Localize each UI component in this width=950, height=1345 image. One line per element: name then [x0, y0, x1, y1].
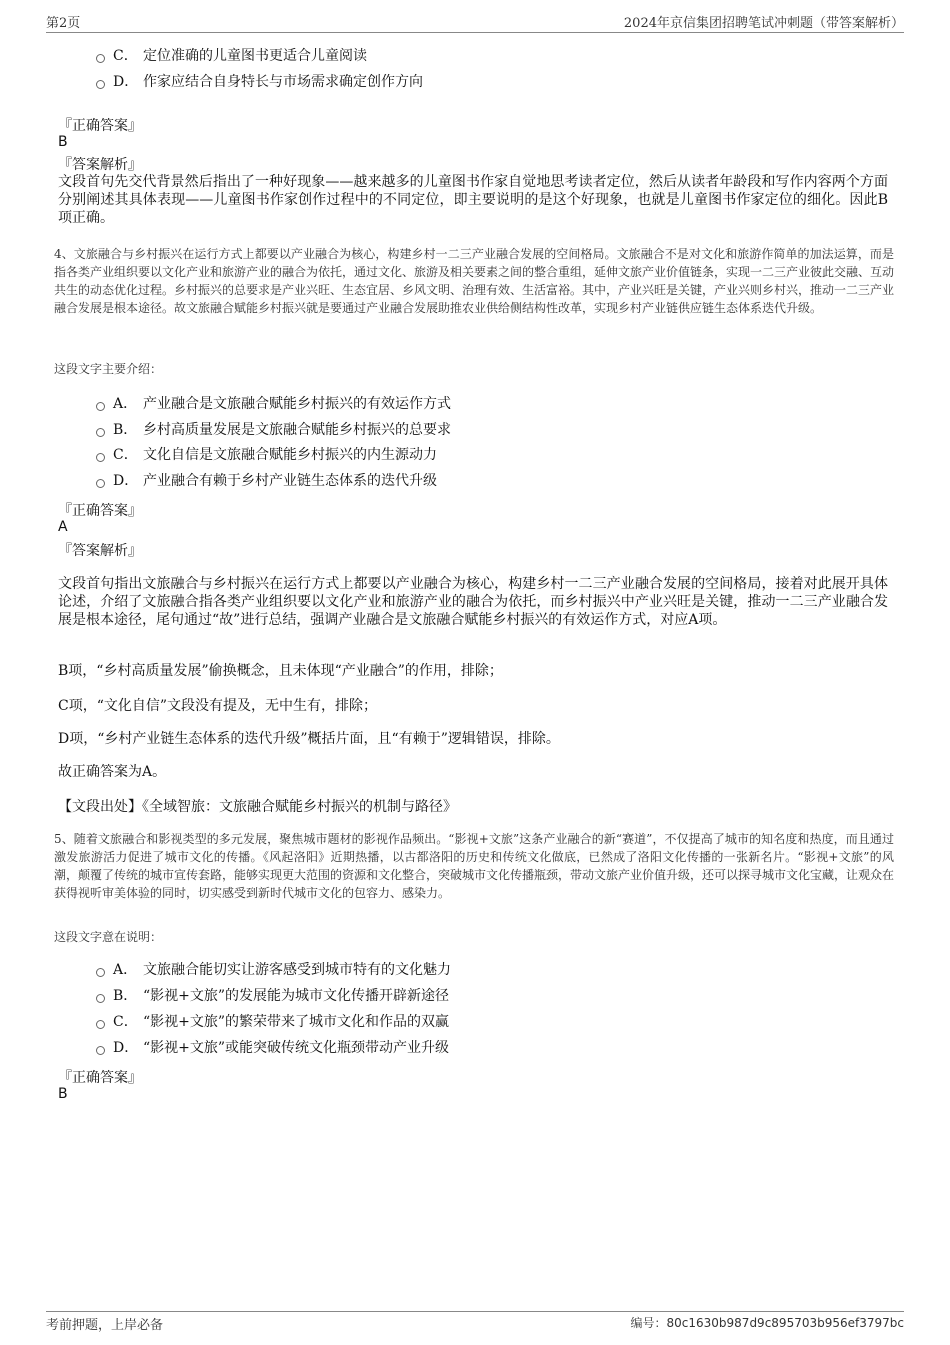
option-letter: D．: [113, 1040, 139, 1056]
q5-option-c[interactable]: [96, 1013, 449, 1031]
option-letter: C．: [113, 48, 138, 64]
q5-stem: 5、随着文旅融合和影视类型的多元发展，聚焦城市题材的影视作品频出。“影视+文旅”这条产业融合的新“赛道”，不仅提高了城市的知名度和热度，而且通过激发旅游活力促进了城市文化的传播。《风起洛阳》近期热播，以古都洛阳的历史和传统文化做底，已然成了洛阳文化传播的一张新名片。“影视+文旅”的风潮，颠覆了传统的城市宣传套路，能够实现更大范围的资源和文化整合，突破城市文化传播瓶颈，带动文旅产业价值升级，还可以探寻城市文化宝藏，让观众在获得视听审美体验的同时，切实感受到新时代城市文化的包容力、感染力。: [54, 832, 895, 900]
q3-answer: B: [58, 134, 68, 150]
q4-option-d[interactable]: [96, 472, 437, 490]
q4-option-c[interactable]: [96, 446, 437, 464]
footer-slogan: 考前押题，上岸必备: [46, 1318, 164, 1333]
q4-analysis-paragraph: 文段首句指出文旅融合与乡村振兴在运行方式上都要以产业融合为核心，构建乡村一二三产业融合发展的空间格局，接着对此展开具体论述，介绍了文旅融合指各类产业组织要以文化产业和旅游产业的融合为依托，而乡村振兴中产业兴旺是关键，推动一二三产业融合发展是根本途径，尾句通过“故”进行总结，强调产业融合是文旅融合赋能乡村振兴的有效运作方式，对应A项。: [58, 576, 888, 628]
radio-icon[interactable]: [96, 994, 105, 1003]
option-text: 作家应结合自身特长与市场需求确定创作方向: [143, 74, 423, 90]
q3-option-c[interactable]: [96, 47, 367, 65]
radio-icon[interactable]: [96, 1020, 105, 1029]
q3-analysis-label: 『答案解析』: [58, 157, 142, 173]
q4-option-b[interactable]: [96, 421, 451, 439]
q3-option-d[interactable]: [96, 73, 423, 91]
option-letter: B．: [113, 422, 138, 438]
q3-answer-label: 『正确答案』: [58, 118, 142, 134]
option-text: 文化自信是文旅融合赋能乡村振兴的内生源动力: [143, 447, 437, 463]
q4-analysis-label: 『答案解析』: [58, 543, 142, 559]
radio-icon[interactable]: [96, 80, 105, 89]
q4-analysis-paragraph: D项，“乡村产业链生态体系的迭代升级”概括片面，且“有赖于”逻辑错误，排除。: [58, 731, 560, 747]
q4-analysis-paragraph: C项，“文化自信”文段没有提及，无中生有，排除；: [58, 698, 378, 714]
option-letter: D．: [113, 74, 139, 90]
option-letter: D．: [113, 473, 139, 489]
option-letter: C．: [113, 447, 138, 463]
q5-option-d[interactable]: [96, 1039, 449, 1057]
q4-analysis-paragraph: B项，“乡村高质量发展”偷换概念，且未体现“产业融合”的作用，排除；: [58, 663, 503, 679]
option-text: 文旅融合能切实让游客感受到城市特有的文化魅力: [143, 962, 451, 978]
document-title: 2024年京信集团招聘笔试冲刺题（带答案解析）: [623, 16, 904, 31]
q4-answer: A: [58, 519, 68, 535]
q4-source: 【文段出处】《全域智旅：文旅融合赋能乡村振兴的机制与路径》: [58, 799, 457, 815]
q5-prompt: 这段文字意在说明：: [54, 930, 163, 944]
header-divider: [46, 32, 904, 33]
option-text: 产业融合有赖于乡村产业链生态体系的迭代升级: [143, 473, 437, 489]
q5-option-b[interactable]: [96, 987, 449, 1005]
option-text: “影视+文旅”的繁荣带来了城市文化和作品的双赢: [143, 1014, 450, 1030]
radio-icon[interactable]: [96, 479, 105, 488]
q5-answer-label: 『正确答案』: [58, 1070, 142, 1086]
option-letter: C．: [113, 1014, 138, 1030]
footer-code: 编号：80c1630b987d9c895703b956ef3797bc: [630, 1316, 904, 1330]
q4-answer-label: 『正确答案』: [58, 503, 142, 519]
q5-answer: B: [58, 1086, 68, 1102]
option-text: 乡村高质量发展是文旅融合赋能乡村振兴的总要求: [143, 422, 451, 438]
option-text: 定位准确的儿童图书更适合儿童阅读: [143, 48, 367, 64]
q4-stem: 4、文旅融合与乡村振兴在运行方式上都要以产业融合为核心，构建乡村一二三产业融合发展的空间格局。文旅融合不是对文化和旅游作简单的加法运算，而是指各类产业组织要以文化产业和旅游产业的融合为依托，通过文化、旅游及相关要素之间的整合重组，延伸文旅产业价值链条，实现一二三产业彼此交融、互动共生的动态优化过程。乡村振兴的总要求是产业兴旺、生态宜居、乡风文明、治理有效、生活富裕。其中，产业兴旺是关键，产业兴则乡村兴，推动一二三产业融合发展是根本途径。故文旅融合赋能乡村振兴就是要通过产业融合发展助推农业供给侧结构性改革，实现乡村产业链供应链生态体系迭代升级。: [54, 247, 895, 315]
radio-icon[interactable]: [96, 1046, 105, 1055]
footer-divider: [46, 1311, 904, 1312]
q4-option-a[interactable]: [96, 395, 451, 413]
q5-option-a[interactable]: [96, 961, 451, 979]
option-text: “影视+文旅”的发展能为城市文化传播开辟新途径: [143, 988, 450, 1004]
option-letter: B．: [113, 988, 138, 1004]
radio-icon[interactable]: [96, 428, 105, 437]
option-letter: A．: [113, 396, 138, 412]
q4-prompt: 这段文字主要介绍：: [54, 362, 163, 376]
radio-icon[interactable]: [96, 402, 105, 411]
q4-analysis-paragraph: 故正确答案为A。: [58, 764, 167, 780]
option-text: 产业融合是文旅融合赋能乡村振兴的有效运作方式: [143, 396, 451, 412]
radio-icon[interactable]: [96, 968, 105, 977]
option-text: “影视+文旅”或能突破传统文化瓶颈带动产业升级: [143, 1040, 450, 1056]
q3-analysis: 文段首句先交代背景然后指出了一种好现象——越来越多的儿童图书作家自觉地思考读者定位，然后从读者年龄段和写作内容两个方面分别阐述其具体表现——儿童图书作家创作过程中的不同定位，即主要说明的是这个好现象，也就是儿童图书作家定位的细化。因此B项正确。: [58, 174, 888, 226]
radio-icon[interactable]: [96, 453, 105, 462]
page-number: 第2页: [46, 16, 81, 31]
radio-icon[interactable]: [96, 54, 105, 63]
option-letter: A．: [113, 962, 138, 978]
